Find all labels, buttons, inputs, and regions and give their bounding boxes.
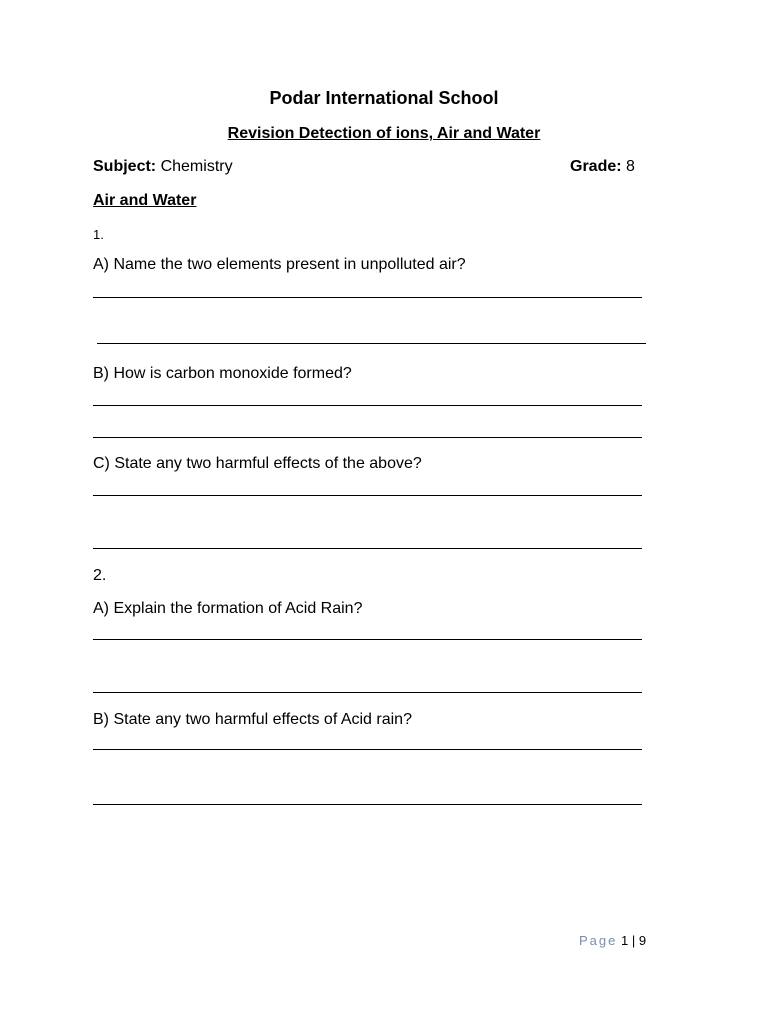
answer-line	[93, 749, 642, 750]
question-text: A) Name the two elements present in unpolluted air?	[93, 256, 466, 273]
total-pages-number: 9	[638, 933, 647, 948]
answer-line	[93, 437, 642, 438]
answer-line	[97, 343, 646, 344]
page-separator: |	[631, 933, 636, 948]
section-heading: Air and Water	[93, 192, 197, 209]
subject-label: Subject:	[93, 158, 157, 175]
answer-line	[93, 692, 642, 693]
answer-line	[93, 405, 642, 406]
current-page-number: 1	[621, 933, 629, 948]
worksheet-subtitle: Revision Detection of ions, Air and Water	[227, 125, 541, 142]
subject-value: Chemistry	[160, 158, 233, 175]
question-text: B) State any two harmful effects of Acid rain?	[93, 711, 412, 728]
page-label: Page	[579, 933, 618, 948]
answer-line	[93, 495, 642, 496]
page-footer	[579, 933, 646, 948]
subject-line	[93, 158, 233, 176]
answer-line	[93, 639, 642, 640]
answer-line	[93, 548, 642, 549]
grade-value: 8	[626, 158, 635, 175]
question-number: 1.	[93, 227, 104, 242]
question-text: A) Explain the formation of Acid Rain?	[93, 600, 363, 617]
grade-label: Grade:	[570, 158, 622, 175]
question-text: B) How is carbon monoxide formed?	[93, 365, 352, 382]
answer-line	[93, 297, 642, 298]
school-title: Podar International School	[269, 88, 499, 108]
answer-line	[93, 804, 642, 805]
grade-line	[570, 158, 635, 176]
question-number: 2.	[93, 567, 107, 584]
question-text: C) State any two harmful effects of the above?	[93, 455, 422, 472]
